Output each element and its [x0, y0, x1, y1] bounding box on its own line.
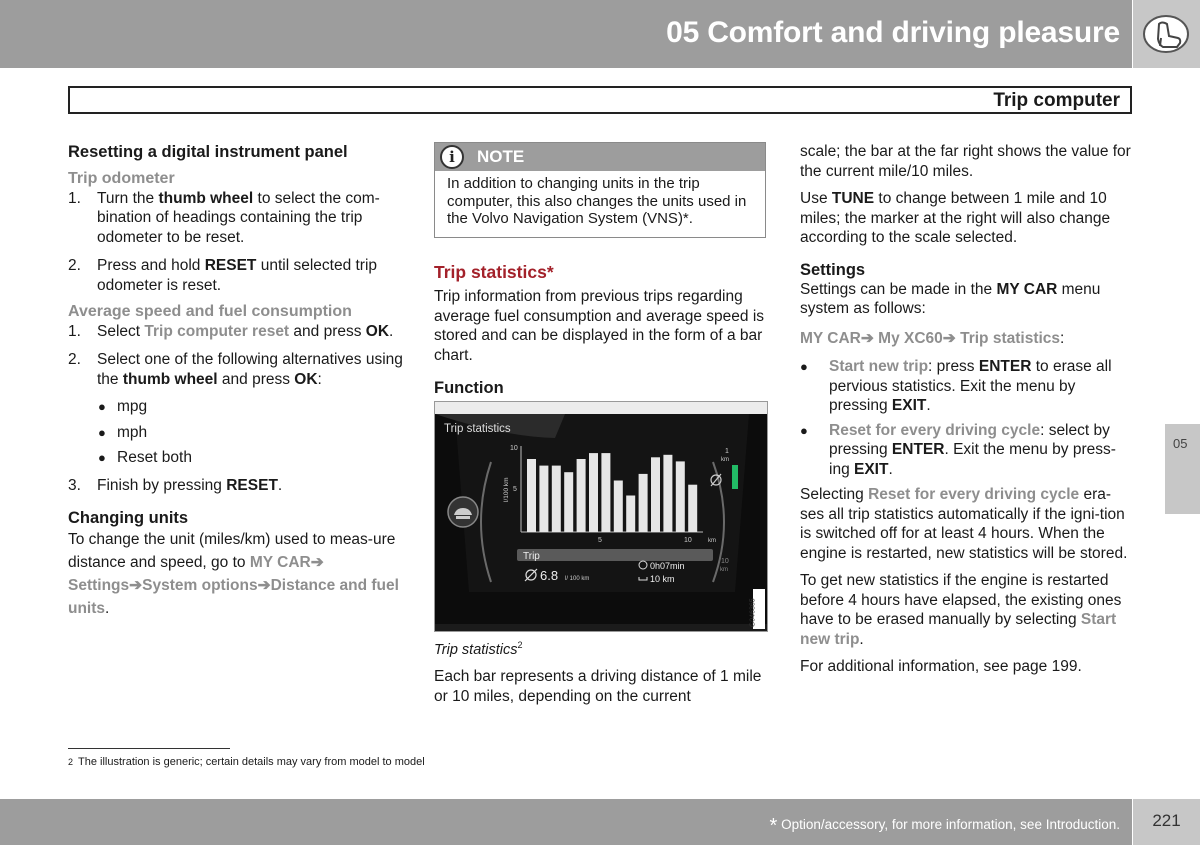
arrow-icon: ➔: [860, 329, 874, 347]
list-item: [68, 256, 403, 295]
bullet-item: [98, 423, 403, 443]
scale-top: 1: [725, 448, 729, 455]
arrow-icon: ➔: [310, 554, 324, 571]
fuel-unit: l/ 100 km: [565, 576, 590, 582]
footnote-divider: [68, 748, 230, 749]
step-bold: thumb wheel: [158, 189, 254, 207]
note-box: [434, 142, 766, 238]
step-text: .: [389, 322, 394, 340]
step-text: to select the com-bination of headings containing the trip odometer to be reset.: [97, 189, 380, 246]
trip-statistics-heading: Trip statistics*: [434, 262, 554, 282]
body-text: to change between 1 mile and 10 miles; the marker at the right will also change according to the scale selected.: [800, 190, 1111, 246]
distance-value: 10 km: [650, 574, 675, 584]
step-text: Select one of the following alternatives using the: [97, 351, 403, 388]
step-bold: OK: [365, 322, 390, 340]
footnote-text: The illustration is generic; certain details may vary from model to model: [78, 756, 425, 768]
chart-bar: [614, 481, 623, 533]
body-text: Settings can be made in the: [800, 280, 997, 298]
menu-reference: MY CAR: [249, 554, 311, 571]
body-text: .: [926, 397, 931, 414]
body-text: Selecting: [800, 486, 869, 503]
trip-odometer-subheading: Trip odometer: [68, 170, 175, 187]
list-item: [68, 189, 403, 248]
step-bold: OK: [294, 370, 318, 388]
caption-text: Trip statistics: [434, 641, 518, 658]
bullet-text: Reset both: [117, 449, 192, 466]
body-text: :: [1060, 329, 1065, 347]
footnote-ref: 2: [517, 640, 523, 650]
chart-bar: [676, 461, 685, 532]
section-title-box: [68, 86, 1132, 114]
body-text: Use: [800, 190, 832, 207]
bullet-icon: ●: [98, 399, 106, 414]
body-text: to erase all pervious statistics. Exit the menu by pressing: [829, 358, 1112, 414]
step-number: 1.: [68, 189, 81, 207]
chapter-tab-label: 05: [1173, 436, 1188, 451]
step-text: until selected trip odometer is reset.: [97, 257, 378, 294]
scale-bottom: 10: [721, 558, 729, 565]
body-bold: EXIT: [891, 397, 927, 414]
y-axis-unit: l/100 km: [503, 477, 510, 502]
chart-bar: [552, 466, 561, 532]
body-text: .: [105, 600, 110, 617]
footer-text: Option/accessory, for more information, see Introduction.: [781, 817, 1120, 832]
step-text: Finish by pressing: [97, 476, 227, 494]
trip-bar: [517, 549, 713, 561]
info-icon: i: [440, 145, 464, 169]
screen-title: Trip statistics: [444, 423, 511, 435]
bullet-item: [98, 448, 403, 468]
arrow-icon: ➔: [257, 577, 271, 594]
x-axis-unit: km: [708, 538, 716, 544]
list-item: [68, 476, 403, 496]
body-bold: MY CAR: [996, 280, 1058, 298]
step-bold: thumb wheel: [122, 370, 218, 388]
column-middle: [434, 262, 768, 398]
chart-bar: [564, 472, 573, 532]
column-right: [800, 142, 1132, 677]
page-number-box: [1133, 799, 1200, 845]
menu-reference: My XC60: [878, 329, 943, 347]
menu-path: [800, 329, 1132, 349]
body-text: .: [888, 460, 893, 478]
bullet-item: [800, 357, 1132, 416]
figure-caption: [434, 636, 768, 660]
chart-bar: [688, 485, 697, 532]
reset-heading: Resetting a digital instrument panel: [68, 143, 348, 161]
menu-reference: MY CAR: [800, 329, 861, 347]
body-text: To get new statistics if the engine is restarted before 4 hours have elapsed, the existing ones have to be erased manually by selecting: [800, 572, 1122, 628]
settings-text: [800, 280, 1132, 319]
arrow-icon: ➔: [942, 329, 956, 347]
step-text: Select: [97, 322, 145, 340]
trip-statistics-figure: [434, 401, 768, 632]
scale-marker: [732, 465, 738, 489]
chart-bar: [663, 455, 672, 532]
step-text: .: [277, 476, 283, 494]
step-number: 3.: [68, 476, 81, 494]
step-number: 2.: [68, 257, 81, 274]
note-label: NOTE: [477, 147, 525, 166]
chart-bar: [601, 453, 610, 532]
menu-reference: Reset for every driving cycle: [829, 421, 1041, 439]
bullet-icon: ●: [98, 424, 106, 440]
figure-code: G046365: [749, 598, 757, 628]
body-bold: ENTER: [891, 441, 945, 458]
menu-reference: Distance and fuel units: [68, 577, 399, 617]
footnote: [68, 755, 425, 769]
figure-code-box: [749, 589, 765, 629]
list-item: [68, 350, 403, 389]
step-text: Press and hold: [97, 257, 205, 274]
bullet-icon: ●: [800, 422, 808, 438]
menu-reference: Reset for every driving cycle: [868, 486, 1080, 503]
chart-bar: [639, 474, 648, 532]
trip-statistics-text: Trip information from previous trips regarding average fuel consumption and average speed is stored and can be displayed in the form of a bar chart.: [434, 288, 765, 364]
body-text: .: [859, 630, 864, 648]
menu-reference: Trip computer reset: [144, 322, 290, 340]
bullet-text: mph: [117, 423, 148, 441]
step-text: :: [317, 370, 322, 388]
column-middle-lower: [434, 636, 768, 706]
arrow-icon: ➔: [129, 577, 143, 594]
page-number: 221: [1152, 811, 1181, 830]
x-tick-10: 10: [684, 537, 692, 544]
time-value: 0h07min: [650, 561, 685, 571]
body-bold: TUNE: [831, 190, 875, 207]
step-number: 2.: [68, 351, 81, 368]
chapter-side-tab: [1165, 424, 1200, 514]
step-text: and press: [217, 370, 295, 388]
step-text: Turn the: [97, 189, 159, 207]
changing-units-heading: Changing units: [68, 509, 189, 527]
step-number: 1.: [68, 322, 81, 340]
column-left: [68, 142, 403, 620]
body-text: era-ses all trip statistics automatically if the igni-tion is switched off for at least 4 hours. When the engine is restarted, new statistics will be stored.: [800, 486, 1128, 562]
body-text: : press: [928, 358, 979, 375]
chapter-icon-box: [1133, 0, 1200, 68]
bullet-item: [98, 397, 403, 417]
bullet-text: mpg: [117, 398, 148, 415]
chapter-header-bar: [0, 0, 1132, 68]
asterisk-icon: *: [769, 815, 778, 837]
chart-bar: [651, 457, 660, 532]
body-text: To change the unit (miles/km) used to meas-ure distance and speed, go to: [68, 531, 396, 571]
chart-bar: [577, 459, 586, 532]
body-bold: EXIT: [854, 460, 889, 478]
body-text: . Exit the menu by press-ing: [829, 441, 1116, 478]
menu-reference: Trip statistics: [960, 329, 1061, 347]
body-text: : select by pressing: [829, 421, 1110, 458]
bullet-item: [800, 421, 1132, 480]
step-bold: RESET: [204, 257, 257, 274]
function-heading: Function: [434, 379, 504, 397]
menu-reference: Start new trip: [829, 358, 929, 375]
chart-bar: [626, 496, 635, 533]
chart-bar: [527, 459, 536, 532]
note-text: In addition to changing units in the trip computer, this also changes the units used in the Volvo Navigation System (VNS)*.: [447, 175, 747, 227]
additional-info-text: For additional information, see page 199.: [800, 658, 1082, 675]
y-tick-5: 5: [513, 486, 517, 493]
trip-label: Trip: [523, 551, 540, 562]
section-title: Trip computer: [993, 90, 1120, 111]
page-footer-bar: [0, 799, 1132, 845]
scale-bottom-unit: km: [720, 567, 728, 573]
footer-note: [770, 815, 1120, 837]
changing-units-text: [68, 528, 403, 620]
scale-top-unit: km: [721, 457, 729, 463]
chart-bar: [539, 466, 548, 532]
chapter-title: 05 Comfort and driving pleasure: [666, 16, 1120, 49]
list-item: [68, 322, 403, 342]
reset-cycle-text: [800, 485, 1132, 563]
note-header: [435, 143, 765, 171]
seat-icon: [1142, 14, 1190, 54]
body-text: menu system as follows:: [800, 280, 1101, 317]
menu-reference: Settings: [68, 577, 130, 594]
tune-text: [800, 189, 1132, 248]
bullet-icon: ●: [98, 450, 106, 465]
menu-reference: System options: [142, 577, 258, 594]
bar-explanation-text: Each bar represents a driving distance of 1 mile or 10 miles, depending on the current: [434, 668, 762, 705]
settings-heading: Settings: [800, 260, 866, 279]
scale-text: scale; the bar at the far right shows the value for the current mile/10 miles.: [800, 143, 1131, 180]
avg-subheading: Average speed and fuel consumption: [68, 303, 352, 320]
new-stats-text: [800, 571, 1132, 649]
step-bold: RESET: [226, 476, 278, 494]
bullet-icon: ●: [800, 359, 808, 374]
menu-reference: Start new trip: [800, 611, 1117, 648]
x-tick-5: 5: [598, 537, 602, 544]
body-bold: ENTER: [978, 358, 1032, 375]
chart-bar: [589, 453, 598, 532]
y-tick-10: 10: [510, 445, 518, 452]
fuel-value: 6.8: [540, 568, 559, 583]
step-text: and press: [289, 322, 366, 340]
footnote-number: 2: [68, 757, 74, 767]
